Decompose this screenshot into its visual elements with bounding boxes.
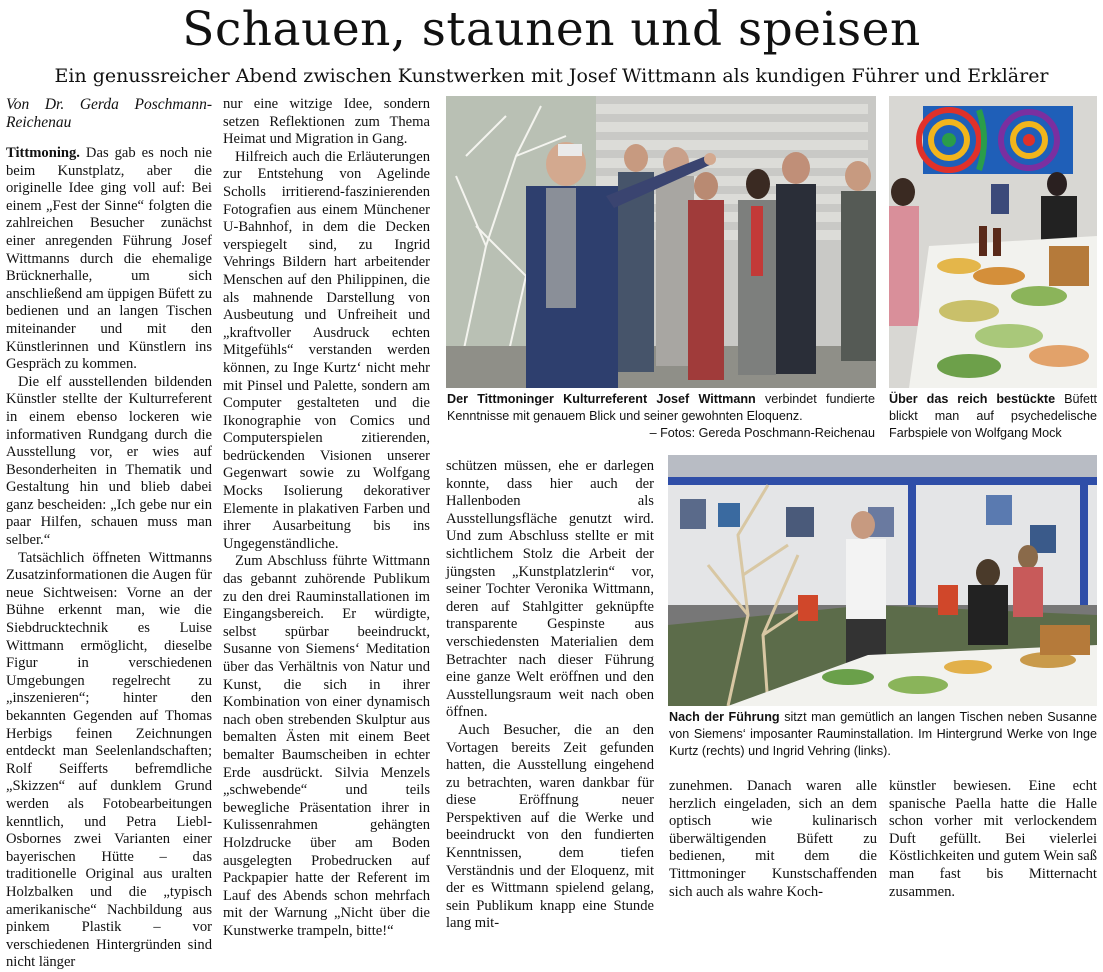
article-column-5 — [889, 778, 1097, 901]
photo-dinner-tables — [668, 455, 1097, 706]
caption-text: verbindet fundierte Kenntnisse mit genauem Blick und seiner gewohnten Eloquenz. — [447, 392, 875, 423]
caption-text: Büfett blickt man auf psychedelische Farbspiele von Wolfgang Mock — [889, 392, 1097, 440]
caption-text: sitzt man gemütlich an langen Tischen neben Susanne von Siemens‘ imposanter Rauminstallation. Im Hintergrund Werke von Inge Kurtz (rechts) und Ingrid Vehring (links). — [669, 710, 1097, 758]
location-dateline: Tittmoning. — [6, 145, 80, 161]
subheadline: Ein genussreicher Abend zwischen Kunstwerken mit Josef Wittmann als kundigen Führer und Erklärer — [54, 65, 1049, 87]
photo-buffet — [889, 96, 1097, 388]
article-column-4 — [669, 778, 877, 901]
caption-lead: Über das reich bestückte — [889, 392, 1056, 406]
paragraph: Tatsächlich öffneten Wittmanns Zusatzinformationen die Augen für neue Sichtweisen: Vorne an der Bühne erkennt man, wie die Siebdrucktechnik es Luise Wittmann ermöglicht, dieselbe Figur in verschiedenen Umgebungen regelrecht zu „inszenieren“; hinter den bekannten Gegenden auf Thomas Herbigs feinen Zeichnungen entdeckt man Seelenlandschaften; Rolf Seifferts befremdliche „Skizzen“ auf dunklem Grund werden als Fotobearbeitungen kenntlich, und Petra Liebl-Osbornes zwei Varianten einer bayerischen Hütte – das traditionelle Original aus uralten Holzbalken und die „typisch amerikanische“ Nachbildung aus pinkem Plastik – vor verschiedenen Hintergründen sind nicht länger — [6, 549, 212, 971]
paragraph: Die elf ausstellenden bildenden Künstler stellte der Kulturreferent in einem ebenso lockeren wie informativen Rundgang durch die Ausstellung vor, er wies auf Besonderheiten in Thematik und Gestaltung hin und blieb dabei ganz bescheiden: „Ich gebe nur ein paar Hilfen, schauen muss man selber.“ — [6, 373, 212, 549]
photo-credit: – Fotos: Gereda Poschmann-Reichenau — [649, 426, 875, 440]
byline: Von Dr. Gerda Poschmann-Reichenau — [6, 96, 212, 131]
article-column-2 — [223, 96, 430, 941]
caption-lead: Nach der Führung — [669, 710, 780, 724]
headline: Schauen, staunen und speisen — [182, 2, 921, 57]
paragraph: Hilfreich auch die Erläuterungen zur Entstehung von Agelinde Scholls irritierend-faszinierenden Fotografien aus einem Münchener U-Bahnhof, in dem die Decken verspiegelt sind, zu Ingrid Vehrings Bildern hart arbeitender Menschen auf den Philippinen, die als mahnende Darstellung von Ausbeutung und Unfreiheit und „kraftvoller Ausdruck echten Mitgefühls“ verstanden werden können, zu Inge Kurtz‘ nicht mehr mit Pinsel und Palette, sondern am Computer gestalteten und die Ikonographie von Comics und Computerspielen zitierenden, bedrückenden Visionen unserer Gegenwart sowie zu Wolfgang Mocks Isolierung dekorativer Elemente in plakativen Farben und ihrer Ausarbeitung bis ins Ungegenständliche. — [223, 148, 430, 552]
paragraph-text: Das gab es noch nie beim Kunstplatz, aber die originelle Idee ging voll auf: Bei einem „Fest der Sinne“ folgten die zahlreichen Besucher zunächst einer anregenden Führung Josef Wittmanns durch die ehemalige Brücknerhalle, um sich anschließend am üppigen Büfett zu bedienen und an langen Tischen miteinander und mit den Künstlerinnen und Künstlern ins Gespräch zu kommen. — [6, 145, 212, 373]
photo-tour-guide — [446, 96, 876, 388]
paragraph: Auch Besucher, die an den Vortagen bereits Zeit gefunden hatten, die Ausstellung eingehend zu betrachten, waren dankbar für diese Eröffnung neuer Perspektiven auf die Werke und beeindruckt von den fundierten Kenntnissen, dem tiefen Verständnis und der Eloquenz, mit der es Wittmann spielend gelang, sein Publikum knapp eine Stunde lang mit- — [446, 721, 654, 932]
caption-photo-buffet — [889, 391, 1097, 442]
paragraph: schützen müssen, ehe er darlegen konnte, dass hier auch der Hallenboden als Ausstellungsfläche genutzt wird. Und zum Abschluss stellte er mit sichtlichem Stolz die Arbeit der jüngsten „Kunstplatzlerin“ vor, seiner Tochter Veronika Wittmann, deren auf Stahlgitter geknüpfte transparente Gespinste aus verschiedensten Materialien dem Betrachter nach dieser Führung eine ganze Welt eröffnen und den Ausstellungsraum weit nach oben öffnen. — [446, 458, 654, 721]
caption-photo-tour-guide — [447, 391, 875, 442]
caption-lead: Der Tittmoninger Kulturreferent Josef Wittmann — [447, 392, 756, 406]
article-column-3 — [446, 458, 654, 933]
article-column-1 — [6, 96, 212, 972]
paragraph — [6, 145, 212, 374]
caption-photo-dinner-tables — [669, 709, 1097, 760]
paragraph: künstler bewiesen. Eine echt spanische Paella hatte die Halle schon vorher mit verlockendem Duft gefüllt. Bei vielerlei Köstlichkeiten und gutem Wein saß man fast bis Mitternacht zusammen. — [889, 778, 1097, 900]
paragraph: zunehmen. Danach waren alle herzlich eingeladen, sich an dem optisch wie kulinarisch überwältigenden Büfett zu bedienen, mit dem die Tittmoninger Kunstschaffenden sich auch als wahre Koch- — [669, 778, 877, 900]
paragraph: Zum Abschluss führte Wittmann das gebannt zuhörende Publikum zu den drei Rauminstallationen im Eingangsbereich. Er würdigte, selbst spürbar beeindruckt, Susanne von Siemens‘ Meditation über das Verhältnis von Natur und Kunst, die sich in ihrer Kombination von einer dynamisch nach oben strebenden Skulptur aus bemalten Ästen mit einem Beet bemalter Baumscheiben in echter Erde ausdrückt. Silvia Menzels „schwebende“ und teils bewegliche Präsentation ihrer in Kulissenrahmen gehängten Holzdrucke über am Boden ausgelegten Probedrucken auf Packpapier hatte der Referent im Lauf des Abends schon mehrfach mit der Warnung „Nicht über die Kunstwerke trampeln, bitte!“ — [223, 553, 430, 939]
paragraph: nur eine witzige Idee, sondern setzen Reflektionen zum Thema Heimat und Migration in Gang. — [223, 96, 430, 148]
